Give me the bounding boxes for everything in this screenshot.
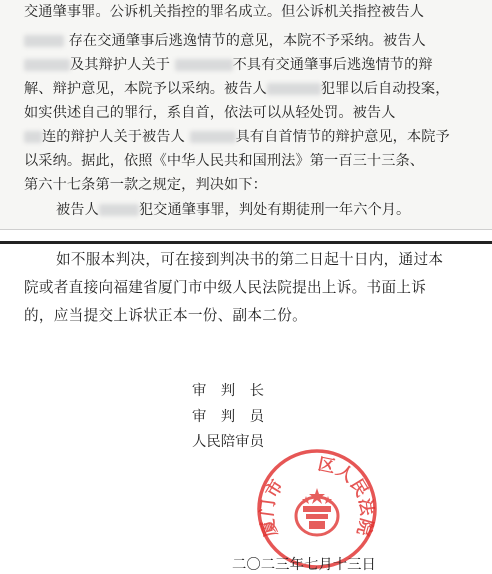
text-line: 及其辩护人关于 不具有交通肇事后逃逸情节的辩 bbox=[24, 55, 433, 75]
text-line: 解、辩护意见，本院予以采纳。被告人 犯罪以后自动投案， bbox=[24, 81, 450, 97]
redacted-name bbox=[24, 131, 42, 143]
signature-judge: 审 判 员 bbox=[192, 409, 264, 425]
judgment-top-section bbox=[0, 0, 492, 229]
redacted-name bbox=[267, 83, 321, 95]
text-line: 第六十七条第一款之规定，判决如下： bbox=[24, 177, 267, 193]
signature-judge-chief: 审 判 长 bbox=[192, 383, 264, 399]
svg-text:厦门市 区人民法院: 厦门市 区人民法院 bbox=[257, 454, 377, 539]
page-divider bbox=[0, 229, 492, 230]
redacted-name bbox=[24, 59, 70, 71]
judgment-date: 二〇二三年七月十三日 bbox=[232, 557, 376, 573]
text-line: 被告人 犯交通肇事罪，判处有期徒刑一年六个月。 bbox=[56, 202, 411, 218]
text-line: 如实供述自己的罪行，系自首，依法可以从轻处罚。被告人 bbox=[24, 105, 396, 121]
redacted-name bbox=[175, 59, 233, 71]
appeal-notice-line: 的，应当提交上诉状正本一份、副本二份。 bbox=[24, 307, 307, 324]
redacted-name bbox=[190, 131, 236, 143]
appeal-notice-line: 如不服本判决，可在接到判决书的第二日起十日内，通过本 bbox=[56, 251, 444, 268]
signature-juror: 人民陪审员 bbox=[192, 434, 264, 450]
redacted-name bbox=[24, 35, 64, 47]
text-line: 以采纳。据此，依照《中华人民共和国刑法》第一百三十三条、 bbox=[24, 153, 425, 169]
redacted-name bbox=[99, 204, 139, 216]
text-line: 存在交通肇事后逃逸情节的意见，本院不予采纳。被告人 bbox=[24, 31, 426, 51]
text-line: 连的辩护人关于被告人 具有自首情节的辩护意见，本院予 bbox=[24, 127, 450, 147]
text-line: 交通肇事罪。公诉机关指控的罪名成立。但公诉机关指控被告人 bbox=[24, 4, 425, 20]
appeal-notice-line: 院或者直接向福建省厦门市中级人民法院提出上诉。书面上诉 bbox=[24, 279, 427, 296]
page-divider bbox=[0, 241, 492, 244]
